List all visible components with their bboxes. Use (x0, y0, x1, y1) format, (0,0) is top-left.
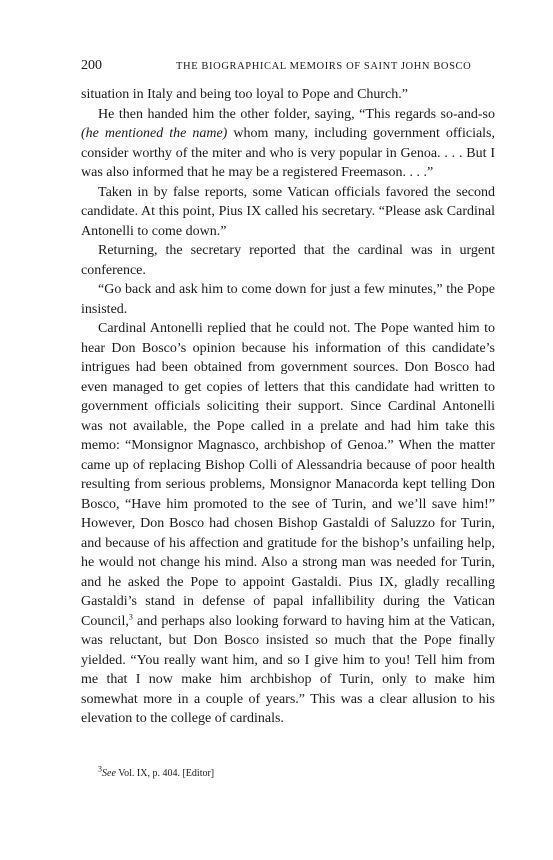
footnote (98, 764, 495, 780)
paragraph-5-text: “Go back and ask him to come down for just a few minutes,” the Pope insisted. (81, 282, 495, 317)
paragraph-2-text-a: He then handed him the other folder, saying, “This regards so-and-so (98, 106, 495, 122)
paragraph-6-text-a: Cardinal Antonelli replied that he could not. The Pope wanted him to hear Don Bosco’s opinion because his information of this candidate’s intrigues had been obtained from government sources. Don Bosco had even managed to get copies of letters that this candidate had written to government officials soliciting their support. Since Cardinal Antonelli was not available, the Pope called in a prelate and had him take this memo: “Monsignor Magnasco, archbishop of Genoa.” When the matter came up of replacing Bishop Colli of Alessandria because of poor health resulting from serious problems, Monsignor Manacorda kept telling Don Bosco, “Have him promoted to the see of Turin, and we’ll save him!” However, Don Bosco had chosen Bishop Gastaldi of Saluzzo for Turin, and because of his affection and gratitude for the bishop’s unfailing help, he would not change his mind. Also a strong man was needed for Turin, and he asked the Pope to appoint Gastaldi. Pius IX, gladly recalling Gastaldi’s stand in defense of papal infallibility during the Vatican Council, (81, 321, 495, 629)
paragraph-3 (81, 183, 495, 242)
footnote-text: Vol. IX, p. 404. [Editor] (118, 768, 215, 779)
running-title: THE BIOGRAPHICAL MEMOIRS OF SAINT JOHN BOSCO (176, 61, 472, 72)
paragraph-4-text: Returning, the secretary reported that the cardinal was in urgent conference. (81, 243, 495, 278)
body-text (81, 85, 495, 729)
paragraph-3-text: Taken in by false reports, some Vatican officials favored the second candidate. At this point, Pius IX called his secretary. “Please ask Cardinal Antonelli to come down.” (81, 184, 495, 239)
paragraph-2-aside: (he mentioned the name) (81, 126, 228, 141)
paragraph-5 (81, 280, 495, 319)
paragraph-6 (81, 319, 495, 729)
footnote-see: See (102, 768, 116, 779)
paragraph-1 (81, 85, 495, 105)
paragraph-2-text-b: whom many, including government officials, consider worthy of the miter and who is very popular in Genoa. . . . But I was also informed that he may be a registered Freemason. . . .” (81, 126, 496, 180)
footnote-reference: 3 (128, 611, 133, 621)
page-number: 200 (81, 58, 102, 73)
paragraph-4 (81, 241, 495, 280)
paragraph-2 (81, 105, 495, 183)
footnote-marker: 3 (98, 764, 102, 774)
paragraph-6-text-b: and perhaps also looking forward to having him at the Vatican, was reluctant, but Don Bosco insisted so much that the Pope finally yielded. “You really want him, and so I give him to you! Tell him from me that I now make him archbishop of Turin, only to make him somewhat more in a couple of years.” This was a clear allusion to his elevation to the college of cardinals. (81, 613, 495, 726)
paragraph-1-text: situation in Italy and being too loyal to Pope and Church.” (81, 87, 408, 102)
